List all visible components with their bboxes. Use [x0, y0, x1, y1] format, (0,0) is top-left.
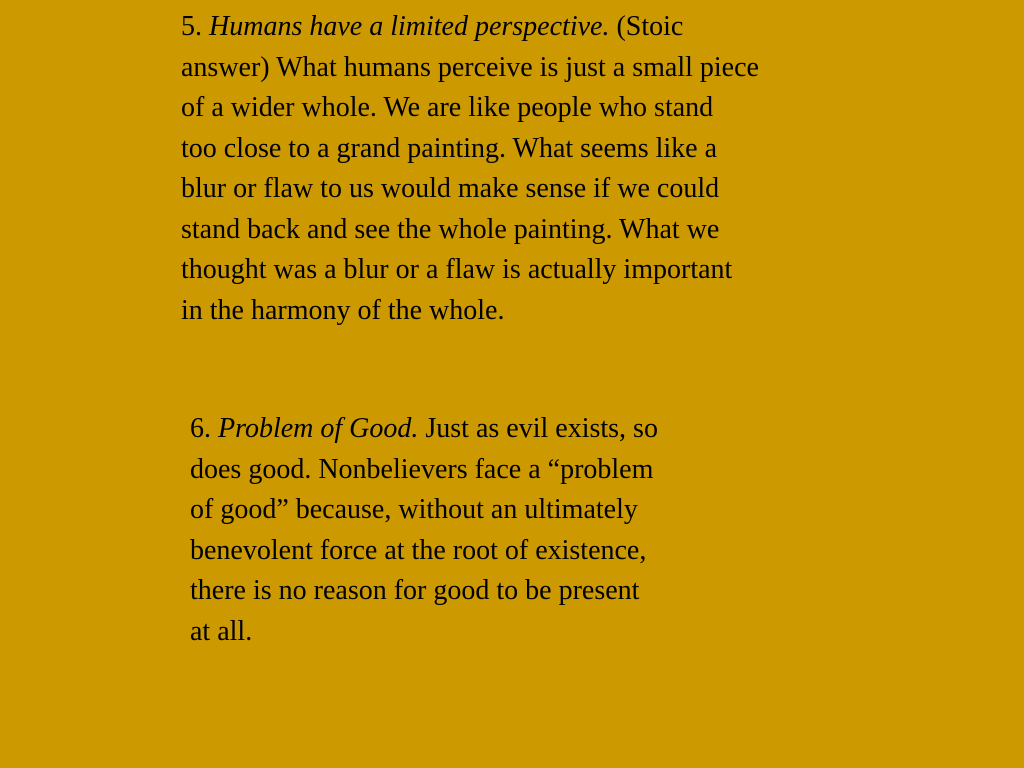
paragraph-5 [181, 7, 759, 331]
paragraph-6-line: there is no reason for good to be present [190, 575, 640, 606]
paragraph-5-line: blur or flaw to us would make sense if we could [181, 173, 720, 204]
paragraph-5-line: too close to a grand painting. What seems like a [181, 132, 718, 164]
paragraph-5-number: 5. [181, 11, 202, 42]
paragraph-5-line: stand back and see the whole painting. What we [181, 213, 720, 245]
paragraph-5-line-1-rest: (Stoic [616, 11, 684, 42]
paragraph-6-line-1-rest: Just as evil exists, so [425, 413, 658, 444]
paragraph-6 [190, 409, 658, 652]
paragraph-6-line: at all. [190, 615, 253, 647]
paragraph-5-line: thought was a blur or a flaw is actually important [181, 254, 733, 285]
paragraph-5-line: in the harmony of the whole. [181, 294, 505, 326]
paragraph-6-line: benevolent force at the root of existence, [190, 534, 647, 566]
paragraph-6-number: 6. [190, 413, 211, 444]
paragraph-5-line: answer) What humans perceive is just a small piece [181, 51, 759, 83]
paragraph-5-heading: Humans have a limited perspective. [209, 11, 610, 42]
paragraph-6-heading: Problem of Good. [218, 413, 419, 444]
paragraph-6-line-1 [190, 409, 658, 450]
paragraph-5-line-1 [181, 7, 759, 48]
paragraph-6-line: of good” because, without an ultimately [190, 494, 638, 525]
paragraph-6-line: does good. Nonbelievers face a “problem [190, 453, 654, 485]
paragraph-5-line: of a wider whole. We are like people who stand [181, 92, 714, 123]
